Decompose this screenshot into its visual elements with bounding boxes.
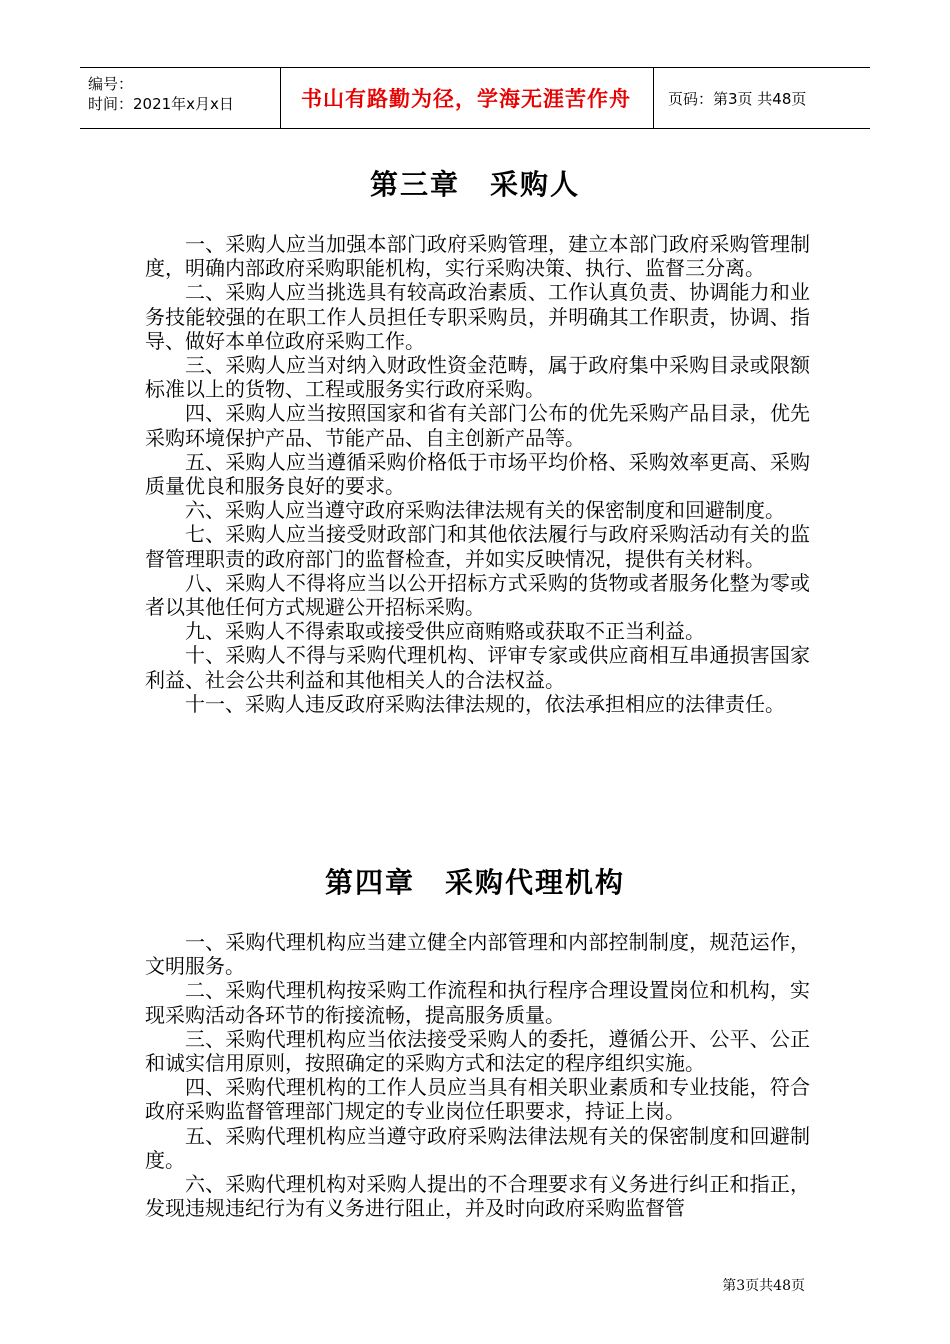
paragraph: 三、采购人应当对纳入财政性资金范畴，属于政府集中采购目录或限额标准以上的货物、工程或服务实行政府采购。 <box>145 353 810 402</box>
paragraph: 二、采购代理机构按采购工作流程和执行程序合理设置岗位和机构，实现采购活动各环节的衔接流畅，提高服务质量。 <box>145 978 810 1027</box>
document-time-label: 时间：2021年x月x日 <box>88 95 234 113</box>
chapter-4-body <box>145 930 810 1220</box>
header-page-code: 页码：第3页 共48页 <box>668 89 807 108</box>
page-footer-number: 第3页共48页 <box>722 1278 805 1294</box>
paragraph: 十一、采购人违反政府采购法律法规的，依法承担相应的法律责任。 <box>185 691 785 716</box>
paragraph: 一、采购人应当加强本部门政府采购管理，建立本部门政府采购管理制度，明确内部政府采购职能机构，实行采购决策、执行、监督三分离。 <box>145 232 810 281</box>
paragraph: 五、采购人应当遵循采购价格低于市场平均价格、采购效率更高、采购质量优良和服务良好的要求。 <box>145 449 810 499</box>
chapter-3-title: 第三章 采购人 <box>369 168 580 201</box>
paragraph: 四、采购人应当按照国家和省有关部门公布的优先采购产品目录，优先采购环境保护产品、节能产品、自主创新产品等。 <box>145 401 810 450</box>
paragraph: 十、采购人不得与采购代理机构、评审专家或供应商相互串通损害国家利益、社会公共利益和其他相关人的合法权益。 <box>145 643 810 692</box>
paragraph: 三、采购代理机构应当依法接受采购人的委托，遵循公开、公平、公正和诚实信用原则，按照确定的采购方式和法定的程序组织实施。 <box>145 1026 810 1076</box>
paragraph: 九、采购人不得索取或接受供应商贿赂或获取不正当利益。 <box>185 619 705 644</box>
paragraph: 二、采购人应当挑选具有较高政治素质、工作认真负责、协调能力和业务技能较强的在职工作人员担任专职采购员，并明确其工作职责，协调、指导、做好本单位政府采购工作。 <box>145 280 810 353</box>
paragraph: 八、采购人不得将应当以公开招标方式采购的货物或者服务化整为零或者以其他任何方式规避公开招标采购。 <box>145 570 810 620</box>
paragraph: 六、采购代理机构对采购人提出的不合理要求有义务进行纠正和指正，发现违规违纪行为有义务进行阻止，并及时向政府采购监督管 <box>145 1172 810 1221</box>
page-header <box>80 67 870 129</box>
paragraph: 七、采购人应当接受财政部门和其他依法履行与政府采购活动有关的监督管理职责的政府部门的监督检查，并如实反映情况，提供有关材料。 <box>145 522 810 571</box>
chapter-3-body <box>145 232 810 716</box>
paragraph: 六、采购人应当遵守政府采购法律法规有关的保密制度和回避制度。 <box>185 498 785 523</box>
paragraph: 四、采购代理机构的工作人员应当具有相关职业素质和专业技能，符合政府采购监督管理部门规定的专业岗位任职要求，持证上岗。 <box>145 1075 810 1124</box>
header-meta <box>88 74 234 114</box>
paragraph: 一、采购代理机构应当建立健全内部管理和内部控制制度，规范运作，文明服务。 <box>145 930 810 979</box>
document-number-label: 编号： <box>88 75 134 93</box>
header-motto: 书山有路勤为径，学海无涯苦作舟 <box>301 87 631 111</box>
paragraph: 五、采购代理机构应当遵守政府采购法律法规有关的保密制度和回避制度。 <box>145 1123 810 1172</box>
chapter-4-title: 第四章 采购代理机构 <box>324 866 625 899</box>
